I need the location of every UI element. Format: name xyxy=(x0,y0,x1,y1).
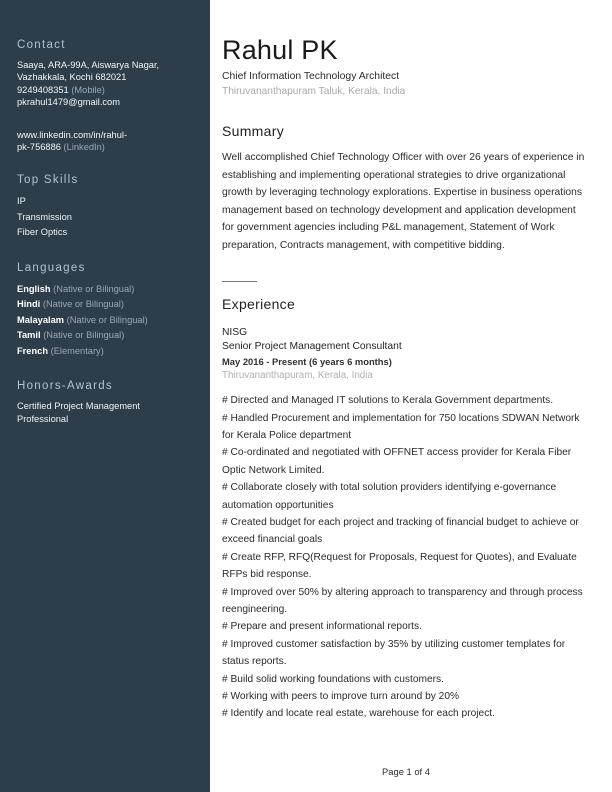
experience-bullet: # Improved customer satisfaction by 35% by utilizing customer templates for status reports. xyxy=(222,638,566,668)
experience-entry xyxy=(222,326,590,723)
language-item xyxy=(17,328,194,344)
linkedin-url-line-2[interactable] xyxy=(17,141,194,153)
languages-heading: Languages xyxy=(17,261,86,274)
language-item xyxy=(17,313,194,329)
language-level: (Native or Bilingual) xyxy=(53,283,135,294)
honor-line-1: Certified Project Management xyxy=(17,401,140,412)
contact-address-line-1: Saaya, ARA-99A, Aiswarya Nagar, xyxy=(17,60,160,70)
experience-bullet: # Prepare and present informational reports. xyxy=(222,621,422,633)
linkedin-section xyxy=(17,129,194,154)
experience-section xyxy=(222,281,590,723)
job-location: Thiruvananthapuram, Kerala, India xyxy=(222,369,373,381)
experience-bullet: # Improved over 50% by altering approach to transparency and through process reengineering. xyxy=(222,586,583,616)
language-name: English xyxy=(17,283,51,294)
candidate-name: Rahul PK xyxy=(222,35,338,65)
candidate-location: Thiruvananthapuram Taluk, Kerala, India xyxy=(222,86,406,97)
honors-awards-section xyxy=(17,379,194,425)
experience-bullet: # Build solid working foundations with customers. xyxy=(222,673,444,685)
sidebar xyxy=(0,0,210,792)
experience-bullet: # Directed and Managed IT solutions to Kerala Government departments. xyxy=(222,395,554,407)
contact-phone-label: (Mobile) xyxy=(71,84,105,95)
top-skills-heading: Top Skills xyxy=(17,174,79,187)
language-level: (Elementary) xyxy=(50,345,104,356)
linkedin-url-part: pk-756886 xyxy=(17,142,61,153)
language-level: (Native or Bilingual) xyxy=(43,330,125,341)
section-divider xyxy=(222,281,257,282)
candidate-title: Chief Information Technology Architect xyxy=(222,71,400,82)
contact-address-line-2: Vazhakkala, Kochi 682021 xyxy=(17,72,127,83)
experience-bullet: # Collaborate closely with total solution providers identifying e-governance automation opportunities xyxy=(222,482,557,511)
experience-heading: Experience xyxy=(222,295,296,312)
summary-heading: Summary xyxy=(222,123,284,139)
top-skills-section xyxy=(17,173,194,241)
contact-email[interactable]: pkrahul1479@gmail.com xyxy=(17,97,120,108)
job-role: Senior Project Management Consultant xyxy=(222,341,402,353)
contact-section xyxy=(17,38,194,109)
main-content xyxy=(222,0,590,792)
company-name: NISG xyxy=(222,326,248,338)
honor-line-2: Professional xyxy=(17,413,69,424)
experience-bullet: # Identify and locate real estate, warehouse for each project. xyxy=(222,708,495,720)
page-footer: Page 1 of 4 xyxy=(382,766,430,777)
summary-section xyxy=(222,122,590,255)
language-name: French xyxy=(17,345,48,356)
contact-phone-row xyxy=(17,84,194,96)
language-item xyxy=(17,344,194,360)
language-level: (Native or Bilingual) xyxy=(42,299,124,310)
experience-bullet: # Create RFP, RFQ(Request for Proposals, Request for Quotes), and Evaluate RFPs bid response. xyxy=(222,551,577,581)
language-item xyxy=(17,282,194,298)
skill-item: IP xyxy=(17,196,26,207)
summary-text: Well accomplished Chief Technology Officer with over 26 years of experience in establishing and implementing operational strategies to drive organizational growth by leveraging technology explorations. Expertise in business operations management based on technology development and application development for government agencies including P&L management, Statement of Work preparation, Contracts management, with competitive bidding. xyxy=(222,152,585,251)
skill-item: Fiber Optics xyxy=(17,227,68,238)
experience-bullet: # Handled Procurement and implementation for 750 locations SDWAN Network for Kerala Police department xyxy=(222,412,580,441)
experience-bullet: # Created budget for each project and tracking of financial budget to achieve or exceed financial goals xyxy=(222,517,579,546)
honors-awards-heading: Honors-Awards xyxy=(17,380,113,393)
language-level: (Native or Bilingual) xyxy=(66,314,148,325)
skill-item: Transmission xyxy=(17,211,72,222)
language-name: Hindi xyxy=(17,299,41,310)
contact-phone: 9249408351 xyxy=(17,84,69,95)
language-name: Tamil xyxy=(17,330,41,341)
linkedin-url-line-1[interactable]: www.linkedin.com/in/rahul- xyxy=(17,129,128,140)
experience-bullet: # Working with peers to improve turn around by 20% xyxy=(222,691,460,703)
job-dates: May 2016 - Present (6 years 6 months) xyxy=(222,355,392,367)
language-name: Malayalam xyxy=(17,314,65,325)
contact-heading: Contact xyxy=(17,39,66,51)
experience-bullet: # Co-ordinated and negotiated with OFFNET access provider for Kerala Fiber Optic Network Limited. xyxy=(222,447,572,476)
linkedin-label: (LinkedIn) xyxy=(63,142,105,153)
language-item xyxy=(17,297,194,313)
languages-section xyxy=(17,261,194,360)
